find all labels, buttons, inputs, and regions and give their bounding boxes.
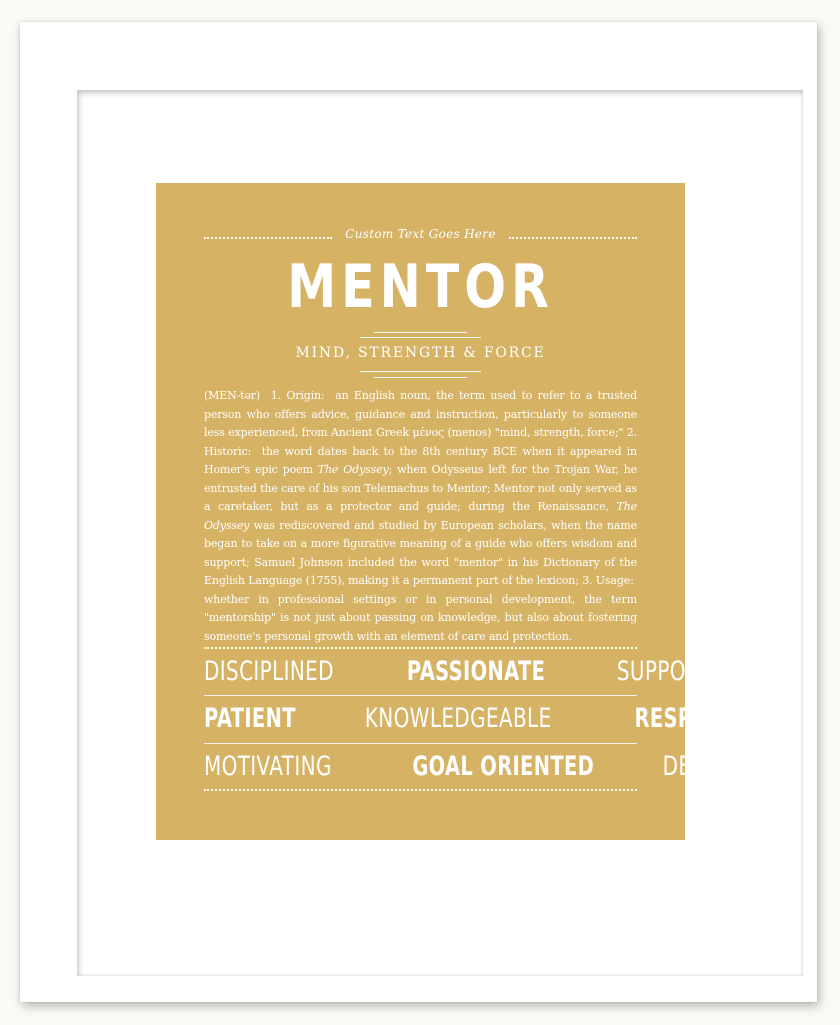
word-row-2 (204, 703, 765, 734)
historic-text-3: was rediscovered and studied by European scholars, when the name began to take on a more figurative meaning of a guide who offers wisdom and support; Samuel Johnson included the word "mentor" in his Dictionary of the English Language (1755), making it a permanent part of the lexicon; (204, 518, 637, 587)
trait-word: MOTIVATING (204, 751, 332, 782)
subtitle-rule-top (360, 371, 481, 372)
words-bottom-dotted-rule (204, 789, 637, 791)
name-title: MENTOR (287, 252, 554, 322)
trait-word: SUPPORTIVE (616, 656, 745, 687)
trait-word: RESPECTED (634, 703, 765, 734)
subtitle-rule-bottom (374, 377, 467, 378)
pronunciation: (MEN-tər) (204, 389, 261, 402)
name-meaning-print (156, 183, 765, 840)
trait-word: DECISIVE (662, 751, 759, 782)
word-row-1 (204, 656, 745, 687)
origin-text: an English noun, the term used to refer to a trusted person who offers advice, guidance and instruction, particularly to someone less experienced, from Ancient Greek μένος (menos) "mind, strength, force;" (204, 389, 637, 439)
row-divider (204, 743, 637, 744)
trait-word: DISCIPLINED (204, 656, 334, 687)
trait-word: KNOWLEDGEABLE (364, 703, 552, 734)
historic-title-2: The Odyssey (204, 500, 637, 532)
historic-text-1: the word dates back to the 8th century BCE when it appeared in Homer's epic poem (204, 444, 637, 476)
word-row-3 (204, 751, 759, 782)
title-rule-bottom (360, 337, 481, 338)
words-top-dotted-rule (204, 647, 637, 649)
trait-word: GOAL ORIENTED (412, 751, 594, 782)
title-rule-top (374, 332, 467, 333)
historic-label: 2. Historic: (204, 426, 637, 458)
trait-word: PATIENT (204, 703, 296, 734)
name-subtitle: MIND, STRENGTH & FORCE (295, 345, 546, 361)
usage-text: whether in professional settings or in personal development, the term "mentorship" is not just about passing on knowledge, but also about fostering someone's personal growth with an element of care and protection. (204, 592, 637, 643)
custom-text: Custom Text Goes Here (345, 227, 496, 241)
row-divider (204, 695, 637, 696)
origin-label: 1. Origin: (270, 389, 325, 402)
historic-text-2: ; when Odysseus left for the Trojan War, he entrusted the care of his son Telemachus to Mentor; Mentor not only served as a caretaker, but as a protector and guide; during the Renaissance, (204, 463, 637, 513)
trait-word: PASSIONATE (406, 656, 545, 687)
usage-label: 3. Usage: (582, 574, 634, 587)
definition-text (204, 387, 637, 646)
historic-title-1: The Odyssey (317, 463, 389, 476)
